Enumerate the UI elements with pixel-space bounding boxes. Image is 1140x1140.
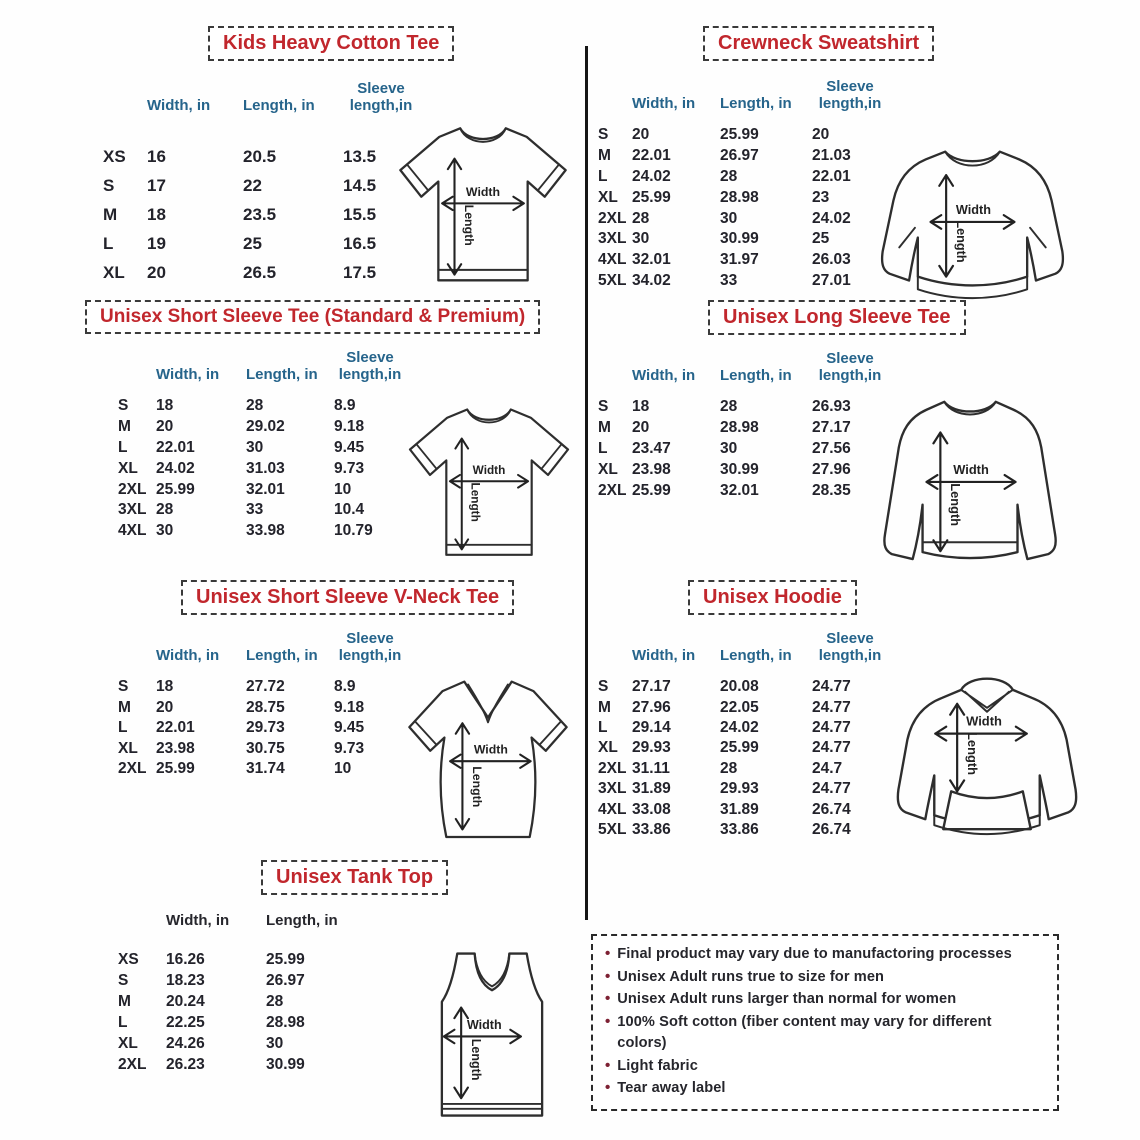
measurement-value: 8.9	[334, 678, 356, 696]
measurement-value: 29.73	[246, 719, 285, 737]
column-header: Width, in	[632, 646, 696, 664]
note-text: 100% Soft cotton (fiber content may vary for different colors)	[617, 1013, 992, 1051]
note-item	[603, 1055, 1045, 1078]
column-header: Sleeve length,in	[818, 630, 882, 664]
measurement-value: 28.98	[720, 188, 759, 206]
bullet-icon: •	[605, 1012, 611, 1030]
size-label: 2XL	[118, 1056, 147, 1073]
size-label: M	[118, 698, 131, 716]
measurement-value: 26.97	[266, 972, 305, 989]
measurement-value: 31.97	[720, 251, 759, 269]
measurement-value: 20	[632, 126, 650, 144]
size-label: M	[598, 698, 611, 716]
column-header: Length, in	[266, 912, 338, 929]
section-title: Unisex Hoodie	[703, 586, 842, 608]
column-header: Sleeve length,in	[818, 350, 882, 384]
section-title: Unisex Tank Top	[276, 866, 434, 888]
size-label: L	[598, 167, 608, 185]
measurement-value: 10.4	[334, 501, 365, 519]
column-header: Length, in	[243, 96, 315, 114]
width-arrow-label: Width	[466, 1017, 502, 1032]
size-label: 5XL	[598, 820, 627, 838]
section-unisex-long-sleeve-tee	[594, 300, 1080, 527]
bullet-icon: •	[605, 1056, 611, 1074]
measurement-value: 30.99	[720, 230, 759, 248]
section-kids-heavy-cotton-tee	[85, 26, 582, 287]
size-label: 2XL	[598, 209, 627, 227]
measurement-value: 9.18	[334, 698, 365, 716]
measurement-value: 22.25	[166, 1014, 205, 1031]
measurement-value: 24.77	[812, 780, 851, 798]
tshirt-illustration	[388, 112, 578, 290]
column-header: Sleeve length,in	[818, 78, 882, 112]
column-header: Length, in	[246, 646, 318, 664]
section-unisex-hoodie	[594, 580, 1080, 840]
measurement-value: 24.77	[812, 718, 851, 736]
size-label: XS	[118, 951, 139, 968]
section-title-box	[181, 580, 514, 615]
measurement-value: 20	[147, 262, 166, 282]
section-title-box	[688, 580, 857, 615]
measurement-value: 23.47	[632, 439, 671, 457]
measurement-value: 20.08	[720, 678, 759, 696]
measurement-value: 26.03	[812, 251, 851, 269]
measurement-value: 30	[720, 209, 738, 227]
column-header: Sleeve length,in	[349, 80, 413, 114]
measurement-value: 31.89	[720, 800, 759, 818]
column-header: Length, in	[720, 646, 792, 664]
bullet-icon: •	[605, 967, 611, 985]
size-label: L	[118, 719, 128, 737]
size-label: 4XL	[598, 800, 627, 818]
measurement-value: 24.77	[812, 678, 851, 696]
bullet-icon: •	[605, 945, 611, 962]
note-item	[603, 1011, 1045, 1055]
measurement-value: 23.98	[632, 460, 671, 478]
measurement-value: 30	[156, 522, 174, 540]
width-arrow-label: Width	[473, 742, 508, 757]
measurement-value: 33.98	[246, 522, 285, 540]
measurement-value: 17	[147, 175, 166, 195]
measurement-value: 26.5	[243, 262, 277, 282]
measurement-value: 26.23	[166, 1056, 205, 1073]
table-header-row	[598, 79, 1080, 112]
column-header: Sleeve length,in	[338, 630, 402, 664]
measurement-value: 26.97	[720, 147, 759, 165]
measurement-value: 25.99	[720, 739, 759, 757]
length-arrow-label: Length	[953, 220, 968, 263]
column-header: Sleeve length,in	[338, 349, 402, 383]
measurement-value: 22.01	[156, 438, 195, 456]
measurement-value: 28	[246, 397, 264, 415]
measurement-value: 33	[246, 501, 264, 519]
length-arrow-label: Length	[468, 1038, 483, 1081]
measurement-value: 32.01	[246, 480, 285, 498]
note-item	[603, 943, 1045, 966]
measurement-value: 28.98	[720, 419, 759, 437]
measurement-value: 25.99	[156, 760, 195, 778]
size-label: 4XL	[598, 251, 627, 269]
section-title-box	[708, 300, 966, 335]
table-header-row	[598, 351, 1080, 384]
measurement-value: 28	[632, 209, 650, 227]
section-title: Kids Heavy Cotton Tee	[223, 32, 440, 54]
measurement-value: 10.79	[334, 522, 373, 540]
sweatshirt-illustration	[870, 132, 1075, 308]
measurement-value: 25.99	[720, 126, 759, 144]
measurement-value: 20	[812, 126, 830, 144]
section-unisex-tank-top	[85, 860, 582, 1081]
measurement-value: 27.96	[632, 698, 671, 716]
size-label: S	[118, 397, 129, 415]
measurement-value: 25.99	[156, 480, 195, 498]
column-header: Width, in	[166, 912, 230, 929]
size-label: 2XL	[598, 759, 627, 777]
section-title: Unisex Long Sleeve Tee	[723, 306, 951, 328]
measurement-value: 26.74	[812, 800, 851, 818]
table-header-row	[118, 913, 582, 930]
size-label: S	[118, 972, 129, 989]
measurement-value: 18	[156, 397, 174, 415]
measurement-value: 28.35	[812, 481, 851, 499]
measurement-value: 16	[147, 146, 166, 166]
size-label: S	[598, 678, 609, 696]
measurement-value: 28.75	[246, 698, 285, 716]
section-title-box	[208, 26, 454, 61]
size-label: XL	[118, 1035, 138, 1052]
note-text: Unisex Adult runs true to size for men	[617, 968, 885, 985]
measurement-value: 28	[720, 398, 738, 416]
measurement-value: 31.03	[246, 459, 285, 477]
size-label: S	[598, 126, 609, 144]
length-arrow-label: Length	[468, 482, 483, 522]
note-text: Final product may vary due to manufactoring processes	[617, 946, 1012, 962]
measurement-value: 20	[156, 418, 174, 436]
measurement-value: 27.17	[632, 678, 671, 696]
measurement-value: 13.5	[343, 146, 377, 166]
measurement-value: 22.05	[720, 698, 759, 716]
section-unisex-short-sleeve-tee	[85, 300, 582, 542]
measurement-value: 28	[720, 759, 738, 777]
measurement-value: 14.5	[343, 175, 377, 195]
measurement-value: 21.03	[812, 147, 851, 165]
measurement-value: 30	[632, 230, 650, 248]
size-label: 2XL	[118, 760, 147, 778]
table-header-row	[118, 350, 582, 383]
measurement-value: 23.5	[243, 204, 277, 224]
measurement-value: 16.5	[343, 233, 377, 253]
measurement-value: 31.11	[632, 759, 670, 777]
measurement-value: 33.08	[632, 800, 671, 818]
column-header: Length, in	[720, 366, 792, 384]
column-header: Length, in	[720, 94, 792, 112]
measurement-value: 34.02	[632, 271, 671, 289]
measurement-value: 28	[720, 167, 738, 185]
column-header: Width, in	[156, 365, 220, 383]
table-header-row	[598, 631, 1080, 664]
measurement-value: 24.02	[156, 459, 195, 477]
size-label: 3XL	[598, 230, 627, 248]
measurement-value: 24.02	[720, 718, 759, 736]
size-label: M	[118, 418, 131, 436]
measurement-value: 10	[334, 760, 352, 778]
note-text: Unisex Adult runs larger than normal for women	[617, 991, 957, 1007]
measurement-value: 24.7	[812, 759, 843, 777]
measurement-value: 8.9	[334, 397, 356, 415]
measurement-value: 24.77	[812, 739, 851, 757]
notes-box	[591, 934, 1059, 1111]
section-crewneck-sweatshirt	[594, 26, 1080, 291]
measurement-value: 30	[266, 1035, 284, 1052]
size-label: L	[598, 439, 608, 457]
measurement-value: 31.89	[632, 780, 671, 798]
measurement-value: 20	[156, 698, 174, 716]
measurement-value: 20.5	[243, 146, 277, 166]
section-title: Crewneck Sweatshirt	[718, 32, 920, 54]
width-arrow-label: Width	[966, 713, 1002, 729]
width-arrow-label: Width	[472, 463, 506, 478]
measurement-value: 33	[720, 271, 738, 289]
measurement-value: 30	[720, 439, 738, 457]
size-label: XS	[103, 146, 126, 166]
size-label: L	[103, 233, 114, 253]
tshirt-illustration	[398, 395, 580, 563]
measurement-value: 27.96	[812, 460, 851, 478]
note-item	[603, 966, 1045, 989]
column-header: Width, in	[147, 96, 211, 114]
section-title-box	[703, 26, 934, 61]
measurement-value: 28	[156, 501, 174, 519]
size-label: S	[598, 398, 609, 416]
measurement-value: 29.14	[632, 718, 671, 736]
size-label: XL	[598, 188, 618, 206]
size-label: XL	[118, 739, 138, 757]
measurement-value: 17.5	[343, 262, 377, 282]
size-label: 2XL	[598, 481, 627, 499]
size-label: XL	[103, 262, 125, 282]
measurement-value: 28	[266, 993, 284, 1010]
measurement-value: 18	[632, 398, 650, 416]
measurement-value: 33.86	[632, 820, 671, 838]
width-arrow-label: Width	[955, 203, 992, 218]
measurement-value: 30.99	[266, 1056, 305, 1073]
bullet-icon: •	[605, 990, 611, 1007]
column-header: Width, in	[632, 366, 696, 384]
measurement-value: 27.56	[812, 439, 851, 457]
measurement-value: 22.01	[156, 719, 195, 737]
section-title-box	[261, 860, 448, 895]
measurement-value: 29.02	[246, 418, 285, 436]
size-label: XL	[118, 459, 138, 477]
measurement-value: 25.99	[632, 481, 671, 499]
measurement-value: 25.99	[632, 188, 671, 206]
column-header: Length, in	[246, 365, 318, 383]
section-title: Unisex Short Sleeve Tee (Standard & Premium)	[100, 306, 526, 327]
measurement-value: 20.24	[166, 993, 205, 1010]
measurement-value: 32.01	[720, 481, 759, 499]
measurement-value: 26.74	[812, 820, 851, 838]
column-header: Width, in	[632, 94, 696, 112]
tank-top-illustration	[413, 942, 571, 1130]
measurement-value: 31.74	[246, 760, 285, 778]
measurement-value: 9.73	[334, 739, 365, 757]
measurement-value: 24.02	[632, 167, 671, 185]
length-arrow-label: Length	[461, 204, 476, 246]
size-label: L	[598, 718, 608, 736]
measurement-value: 24.02	[812, 209, 851, 227]
length-arrow-label: Length	[469, 766, 484, 808]
measurement-value: 19	[147, 233, 166, 253]
section-title: Unisex Short Sleeve V-Neck Tee	[196, 586, 500, 608]
measurement-value: 25	[243, 233, 262, 253]
measurement-value: 30.99	[720, 460, 759, 478]
size-label: 3XL	[598, 780, 627, 798]
column-header: Width, in	[156, 646, 220, 664]
measurement-value: 27.01	[812, 271, 851, 289]
measurement-value: 15.5	[343, 204, 377, 224]
size-label: M	[598, 419, 611, 437]
measurement-value: 27.72	[246, 678, 285, 696]
measurement-value: 25	[812, 230, 830, 248]
length-arrow-label: Length	[965, 731, 981, 776]
hoodie-illustration	[876, 662, 1098, 856]
bullet-icon: •	[605, 1079, 611, 1096]
measurement-value: 29.93	[632, 739, 671, 757]
measurement-value: 26.93	[812, 398, 851, 416]
size-label: L	[118, 1014, 128, 1031]
size-label: 5XL	[598, 271, 627, 289]
measurement-value: 18	[156, 678, 174, 696]
size-label: M	[598, 147, 611, 165]
width-arrow-label: Width	[465, 184, 501, 199]
measurement-value: 9.45	[334, 438, 365, 456]
note-item	[603, 988, 1045, 1011]
measurement-value: 24.26	[166, 1035, 205, 1052]
column-divider-line	[585, 46, 588, 920]
measurement-value: 16.26	[166, 951, 205, 968]
section-title-box	[85, 300, 540, 334]
size-label: 3XL	[118, 501, 147, 519]
measurement-value: 9.73	[334, 459, 365, 477]
measurement-value: 28.98	[266, 1014, 305, 1031]
measurement-value: 22.01	[812, 167, 851, 185]
measurement-value: 30.75	[246, 739, 285, 757]
measurement-value: 10	[334, 480, 352, 498]
size-label: XL	[598, 739, 618, 757]
size-label: M	[118, 993, 131, 1010]
table-header-row	[103, 81, 582, 114]
measurement-value: 20	[632, 419, 650, 437]
measurement-value: 32.01	[632, 251, 671, 269]
measurement-value: 18	[147, 204, 166, 224]
measurement-value: 24.77	[812, 698, 851, 716]
measurement-value: 23.98	[156, 739, 195, 757]
size-label: 4XL	[118, 522, 147, 540]
note-text: Light fabric	[617, 1057, 698, 1074]
measurement-value: 18.23	[166, 972, 205, 989]
measurement-value: 25.99	[266, 951, 305, 968]
measurement-value: 29.93	[720, 780, 759, 798]
length-arrow-label: Length	[948, 483, 964, 527]
width-arrow-label: Width	[953, 462, 989, 478]
vneck-illustration	[398, 668, 578, 844]
size-label: L	[118, 438, 128, 456]
measurement-value: 9.45	[334, 719, 365, 737]
measurement-value: 22.01	[632, 147, 671, 165]
size-label: 2XL	[118, 480, 147, 498]
size-label: M	[103, 204, 118, 224]
size-label: S	[103, 175, 115, 195]
table-header-row	[118, 631, 582, 664]
note-item	[603, 1077, 1045, 1100]
measurement-value: 33.86	[720, 820, 759, 838]
measurement-value: 27.17	[812, 419, 851, 437]
measurement-value: 9.18	[334, 418, 365, 436]
longsleeve-illustration	[868, 388, 1078, 566]
note-text: Tear away label	[617, 1080, 726, 1096]
size-label: XL	[598, 460, 618, 478]
measurement-value: 30	[246, 438, 264, 456]
measurement-value: 22	[243, 175, 262, 195]
size-label: S	[118, 678, 129, 696]
section-unisex-v-neck-tee	[85, 580, 582, 808]
measurement-value: 23	[812, 188, 830, 206]
